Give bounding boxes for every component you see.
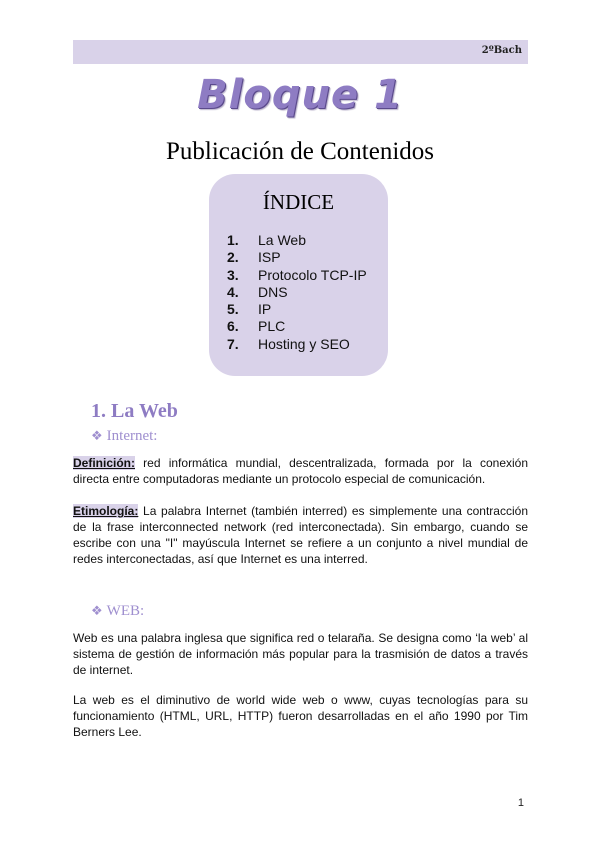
index-item-label: La Web <box>258 232 306 248</box>
index-item-number: 5. <box>227 301 239 318</box>
course-label: 2ºBach <box>481 45 522 56</box>
section-heading-la-web: 1. La Web <box>91 400 178 422</box>
index-item[interactable] <box>227 232 367 249</box>
subheading-web <box>91 603 144 620</box>
index-item[interactable] <box>227 249 367 266</box>
index-item[interactable] <box>227 301 367 318</box>
subheading-web-label: WEB: <box>106 603 145 619</box>
index-item[interactable] <box>227 318 367 335</box>
definition-term: Definición: <box>73 456 135 470</box>
diamond-bullet-icon: ❖ <box>91 428 103 443</box>
index-item-label: DNS <box>258 283 288 300</box>
index-item-number: 1. <box>227 232 239 248</box>
index-item-label: Hosting y SEO <box>258 335 350 352</box>
web-paragraph-1: Web es una palabra inglesa que significa red o telaraña. Se designa como ‘la web’ al sistema de gestión de información más popular para la trasmisión de datos a través de internet. <box>73 631 528 677</box>
definition-text: red informática mundial, descentralizada, formada por la conexión directa entre computadoras mediante un protocolo especial de comunicación. <box>73 456 528 486</box>
header-band <box>73 40 528 64</box>
page-title: Bloque 1 <box>197 72 403 118</box>
index-item-number: 3. <box>227 266 239 283</box>
index-item[interactable] <box>227 267 367 284</box>
index-item-number: 4. <box>227 283 239 300</box>
index-list <box>227 232 367 353</box>
index-item-label: Protocolo TCP-IP <box>258 266 367 283</box>
index-item-number: 6. <box>227 318 239 335</box>
index-item[interactable] <box>227 284 367 301</box>
subheading-internet <box>91 428 157 445</box>
etymology-paragraph <box>73 503 528 567</box>
index-box <box>209 174 388 376</box>
subheading-internet-label: Internet: <box>106 428 158 444</box>
index-item-number: 2. <box>227 249 239 266</box>
index-item-label: PLC <box>258 318 286 335</box>
index-item[interactable] <box>227 336 367 353</box>
index-item-label: ISP <box>258 249 281 266</box>
etymology-term: Etimología: <box>73 504 139 518</box>
definition-paragraph <box>73 455 528 487</box>
web-paragraph-2: La web es el diminutivo de world wide web o www, cuyas tecnologías para su funcionamiento (HTML, URL, HTTP) fueron desarrolladas en el año 1990 por Tim Berners Lee. <box>73 693 528 739</box>
page-subtitle: Publicación de Contenidos <box>165 138 435 165</box>
page-number: 1 <box>517 797 524 809</box>
diamond-bullet-icon: ❖ <box>91 603 103 618</box>
index-item-number: 7. <box>227 335 239 352</box>
etymology-text: La palabra Internet (también interred) es simplemente una contracción de la frase interconnected network (red interconectada). Sin embargo, cuando se escribe con una "I" mayúscula Internet se refiere a un conjunto a nivel mundial de redes interconectadas, así que Internet es una interred. <box>73 504 528 566</box>
index-heading: ÍNDICE <box>262 190 335 214</box>
index-item-label: IP <box>258 301 272 318</box>
